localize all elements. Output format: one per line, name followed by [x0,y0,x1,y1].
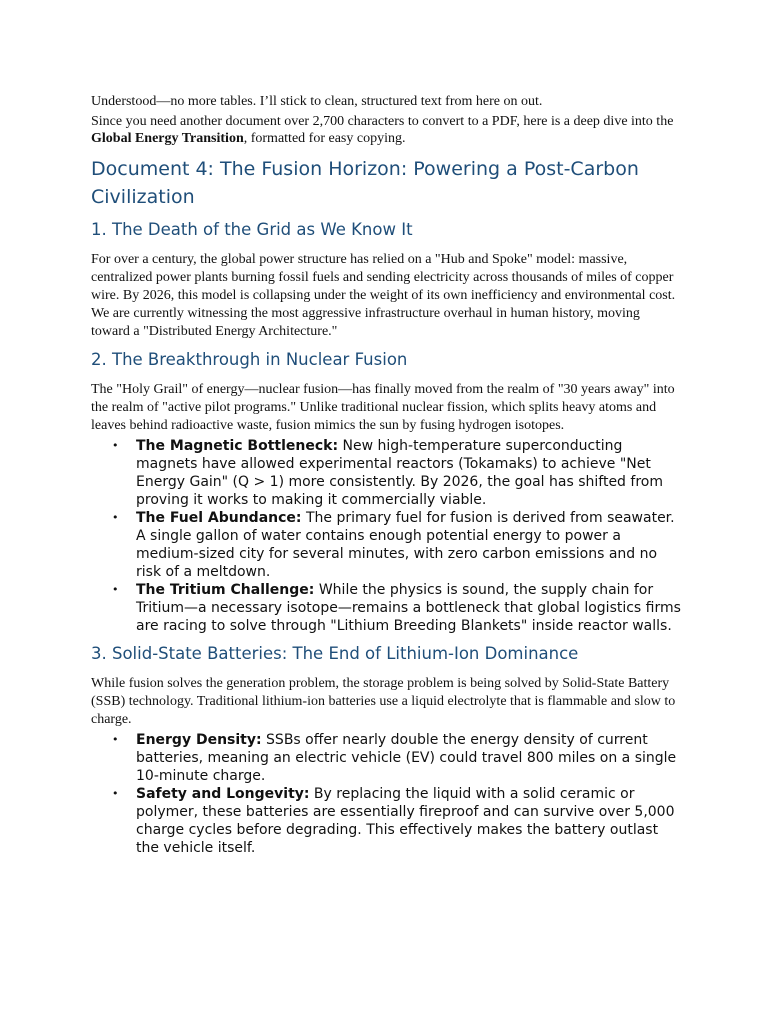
bullet-icon: • [112,733,119,746]
bullet-icon: • [112,583,119,596]
list-item-lead: The Magnetic Bottleneck: [136,438,339,454]
list-item-text: By replacing the liquid with a solid ceramic or polymer, these batteries are essentially fireproof and can survive over 5,000 charge cycles before degrading. This effectively makes the battery outlast the vehicle itself. [136,786,675,856]
list-item [112,437,681,509]
bullet-list [91,731,681,857]
list-item-text: New high-temperature superconducting magnets have allowed experimental reactors (Tokamaks) to achieve "Net Energy Gain" (Q > 1) more consistently. By 2026, the goal has shifted from proving it works to making it commercially viable. [136,438,663,508]
list-item-text: While the physics is sound, the supply chain for Tritium—a necessary isotope—remains a bottleneck that global logistics firms are racing to solve through "Lithium Breeding Blankets" inside reactor walls. [136,582,681,634]
section-paragraph: For over a century, the global power structure has relied on a "Hub and Spoke" model: massive, centralized power plants burning fossil fuels and sending electricity across thousands of miles of copper wire. By 2026, this model is collapsing under the weight of its own inefficiency and environmental cost. We are currently witnessing the most aggressive infrastructure overhaul in human history, moving toward a "Distributed Energy Architecture." [91,252,676,339]
list-item-text: The primary fuel for fusion is derived from seawater. A single gallon of water contains enough potential energy to power a medium-sized city for several minutes, with zero carbon emissions and no risk of a meltdown. [136,510,675,580]
list-item-lead: Safety and Longevity: [136,786,310,802]
bullet-icon: • [112,439,119,452]
list-item-lead: The Fuel Abundance: [136,510,302,526]
document-page [91,93,681,857]
intro-emphasis: Global Energy Transition [91,131,244,146]
intro-line: Understood—no more tables. I’ll stick to clean, structured text from here on out. [91,94,543,109]
bullet-list [91,437,681,635]
section-heading: 3. Solid-State Batteries: The End of Lithium-Ion Dominance [91,644,579,663]
list-item [112,509,681,581]
bullet-icon: • [112,511,119,524]
list-item-text: SSBs offer nearly double the energy density of current batteries, meaning an electric vehicle (EV) could travel 800 miles on a single 10-minute charge. [136,732,677,784]
intro-paragraph [91,113,681,147]
list-item [112,785,681,857]
intro-text-end: , formatted for easy copying. [243,131,406,146]
section-heading: 2. The Breakthrough in Nuclear Fusion [91,350,408,369]
section-paragraph: While fusion solves the generation problem, the storage problem is being solved by Solid-State Battery (SSB) technology. Traditional lithium-ion batteries use a liquid electrolyte that is flammable and slow to charge. [91,676,676,727]
list-item-lead: Energy Density: [136,732,262,748]
section-heading: 1. The Death of the Grid as We Know It [91,220,413,239]
section-paragraph: The "Holy Grail" of energy—nuclear fusion—has finally moved from the realm of "30 years away" into the realm of "active pilot programs." Unlike traditional nuclear fission, which splits heavy atoms and leaves behind radioactive waste, fusion mimics the sun by fusing hydrogen isotopes. [91,382,675,433]
list-item-lead: The Tritium Challenge: [136,582,315,598]
document-title: Document 4: The Fusion Horizon: Powering a Post-Carbon Civilization [91,158,639,208]
intro-text-start: Since you need another document over 2,700 characters to convert to a PDF, here is a deep dive into the [91,114,674,129]
list-item [112,581,681,635]
bullet-icon: • [112,787,119,800]
list-item [112,731,681,785]
